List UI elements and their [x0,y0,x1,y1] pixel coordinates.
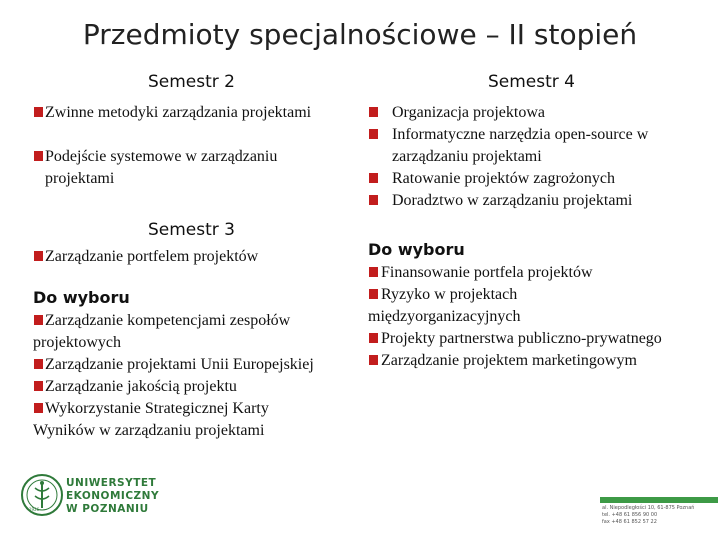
list-item: Zarządzanie portfelem projektów [45,248,259,265]
address-line-1: al. Niepodległości 10, 61-875 Poznań [602,505,695,511]
bullet-icon [369,107,378,117]
logo-line-3: W POZNANIU [66,503,149,515]
university-seal-icon [20,472,64,518]
bullet-icon [369,267,378,277]
list-item: Zwinne metodyki zarządzania projektami [45,104,312,121]
bullet-icon [369,355,378,365]
list-item: Zarządzanie projektami Unii Europejskiej [45,356,314,373]
university-logo-text [66,477,159,516]
semestr-3-heading: Semestr 3 [148,220,236,240]
list-item: Doradztwo w zarządzaniu projektami [392,192,633,209]
elective-heading: Do wyboru [368,240,465,259]
bullet-icon [34,107,43,117]
bullet-icon [369,129,378,139]
list-item: Podejście systemowe w zarządzaniu projektami [45,148,278,187]
slide-title: Przedmioty specjalnościowe – II stopień [82,18,638,51]
list-item: Wykorzystanie Strategicznej Karty Wyników w zarządzaniu projektami [33,400,269,439]
footer-address [602,505,694,526]
semestr-4-heading: Semestr 4 [488,72,576,92]
bullet-icon [34,151,43,161]
list-item: Organizacja projektowa [392,104,545,121]
list-item: Zarządzanie projektem marketingowym [381,352,637,369]
list-item: Zarządzanie jakością projektu [45,378,237,395]
list-item: Projekty partnerstwa publiczno-prywatnego [381,330,662,347]
logo-line-2: EKONOMICZNY [66,490,160,502]
bullet-icon [34,381,43,391]
address-line-2: tel. +48 61 856 90 00 [602,512,658,518]
bullet-icon [369,195,378,205]
bullet-icon [369,333,378,343]
footer-green-bar [600,497,718,503]
bullet-icon [34,359,43,369]
list-item: Ryzyko w projektach międzyorganizacyjnych [368,286,521,325]
logo-line-1: UNIWERSYTET [66,477,157,489]
list-item: Finansowanie portfela projektów [381,264,593,281]
seal-year: 1926 [29,507,40,512]
list-item: Informatyczne narzędzia open-source w zarządzaniu projektami [392,126,649,165]
bullet-icon [369,173,378,183]
semestr-2-heading: Semestr 2 [148,72,236,92]
address-line-3: fax +48 61 852 57 22 [602,519,657,525]
list-item: Zarządzanie kompetencjami zespołów projektowych [33,312,291,351]
bullet-icon [34,251,43,261]
elective-heading: Do wyboru [33,288,130,307]
list-item: Ratowanie projektów zagrożonych [392,170,616,187]
